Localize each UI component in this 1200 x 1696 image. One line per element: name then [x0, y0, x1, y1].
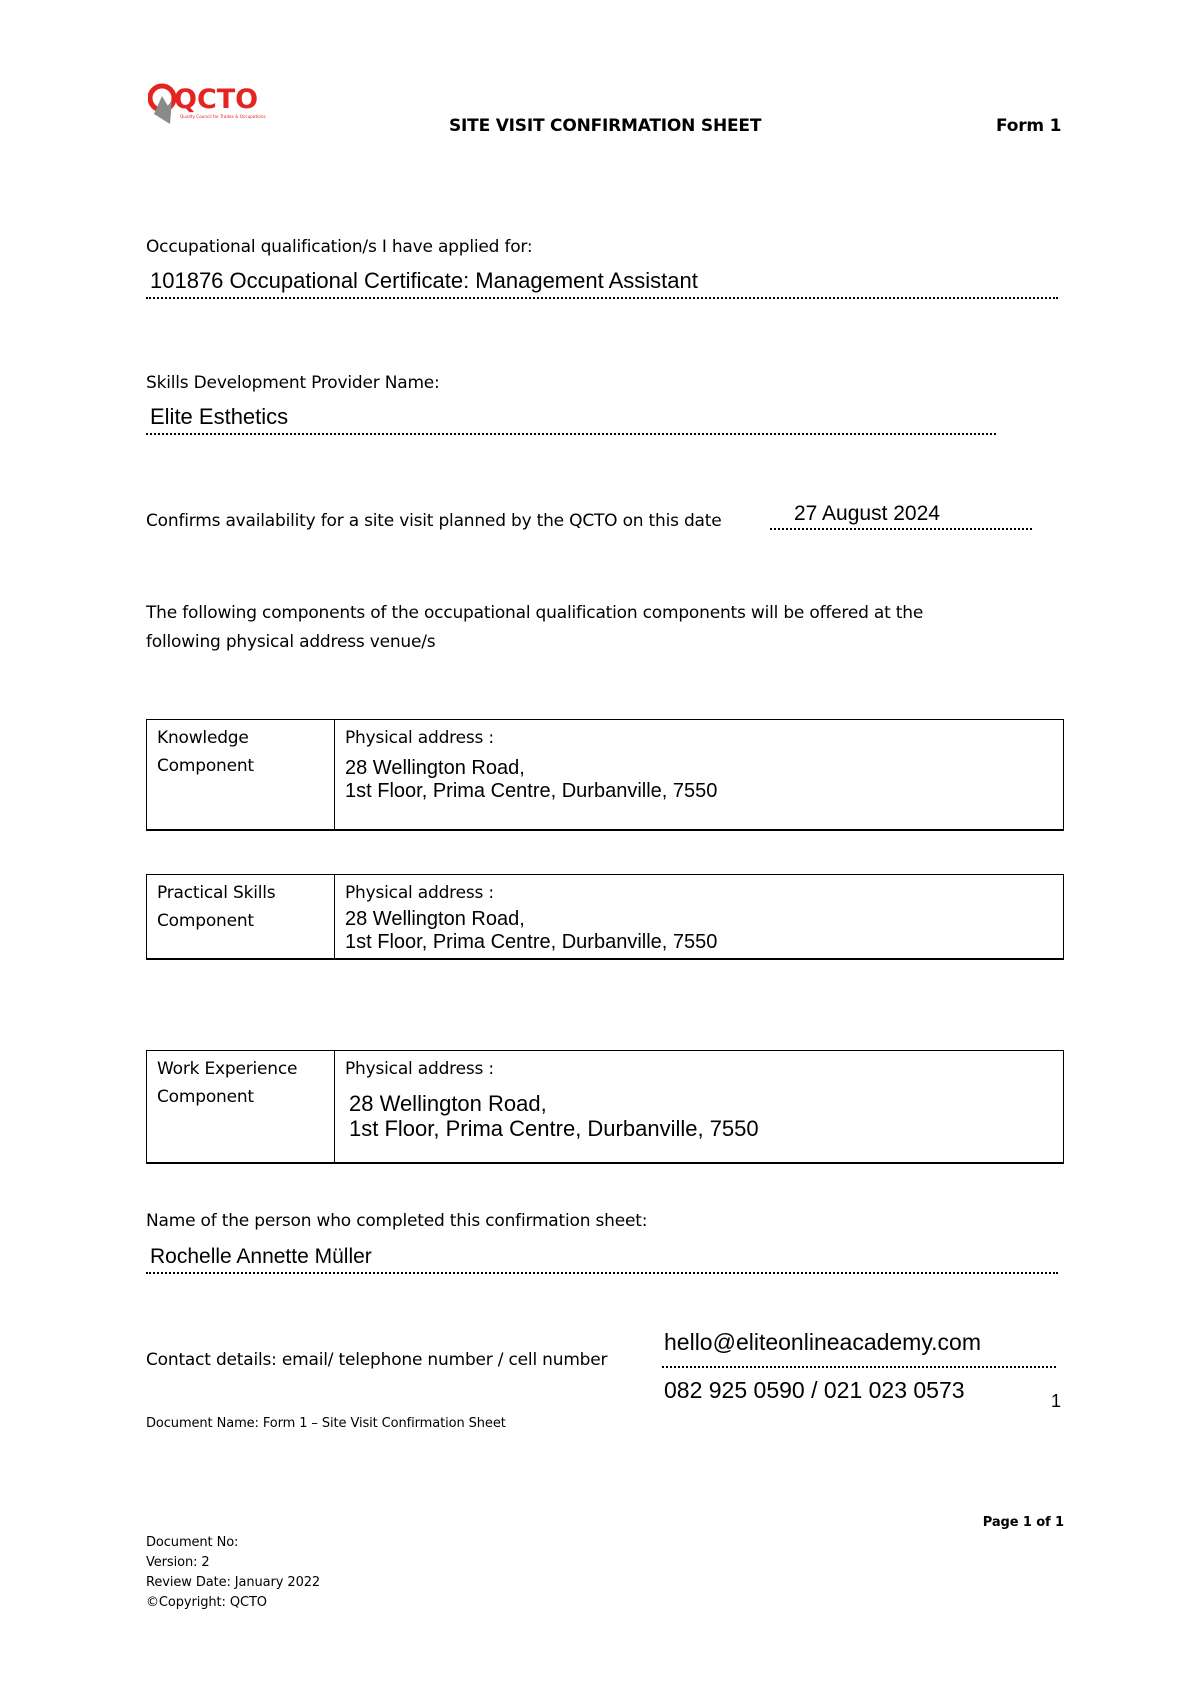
page-marker: 1 — [1051, 1391, 1062, 1411]
contact-dotted-line — [662, 1366, 1056, 1368]
provider-value: Elite Esthetics — [150, 404, 289, 429]
work-experience-component-name-line2: Component — [157, 1087, 254, 1107]
document-name: Document Name: Form 1 – Site Visit Confirmation Sheet — [146, 1416, 506, 1431]
contact-email: hello@eliteonlineacademy.com — [664, 1329, 981, 1355]
page-prefix: Page — [982, 1515, 1023, 1530]
qcto-logo — [148, 80, 278, 130]
knowledge-component-name-line2: Component — [157, 756, 254, 776]
copyright: ©Copyright: QCTO — [146, 1595, 267, 1610]
completed-by-dotted-line — [146, 1272, 1058, 1274]
visit-date: 27 August 2024 — [794, 502, 940, 525]
components-intro-line1: The following components of the occupational qualification components will be offered at the — [146, 603, 924, 623]
knowledge-address-label: Physical address : — [345, 728, 494, 748]
qualification-value: 101876 Occupational Certificate: Management Assistant — [150, 268, 698, 293]
work-experience-component-table — [146, 1050, 1064, 1164]
practical-skills-component-name-line1: Practical Skills — [157, 883, 276, 903]
knowledge-address-line1: 28 Wellington Road, — [345, 757, 525, 779]
visit-dotted-line — [770, 528, 1032, 530]
completed-by-label: Name of the person who completed this confirmation sheet: — [146, 1211, 648, 1231]
page-current: 1 — [1022, 1515, 1032, 1530]
practical-skills-component-table — [146, 874, 1064, 960]
form-number: Form 1 — [996, 116, 1062, 136]
version: Version: 2 — [146, 1555, 210, 1570]
logo-tagline: Quality Council for Trades & Occupations — [180, 114, 266, 119]
knowledge-component-name-line1: Knowledge — [157, 728, 249, 748]
provider-label: Skills Development Provider Name: — [146, 373, 440, 393]
qualification-dotted-line — [146, 297, 1058, 299]
page-title: SITE VISIT CONFIRMATION SHEET — [449, 116, 762, 136]
contact-label: Contact details: email/ telephone number / cell number — [146, 1350, 608, 1370]
provider-dotted-line — [146, 433, 996, 435]
qcto-logo-mark — [148, 80, 278, 130]
contact-phone: 082 925 0590 / 021 023 0573 — [664, 1377, 965, 1403]
logo-wordmark: QCTO — [174, 84, 259, 115]
work-experience-address-line1: 28 Wellington Road, — [349, 1091, 547, 1116]
work-experience-component-name-line1: Work Experience — [157, 1059, 298, 1079]
page-number — [983, 1515, 1064, 1530]
work-experience-address-label: Physical address : — [345, 1059, 494, 1079]
review-date: Review Date: January 2022 — [146, 1575, 321, 1590]
qualification-label: Occupational qualification/s I have applied for: — [146, 237, 533, 257]
practical-skills-address-label: Physical address : — [345, 883, 494, 903]
practical-skills-address-line2: 1st Floor, Prima Centre, Durbanville, 7550 — [345, 931, 718, 953]
document-number: Document No: — [146, 1535, 239, 1550]
practical-skills-address-line1: 28 Wellington Road, — [345, 908, 525, 930]
practical-skills-component-name-line2: Component — [157, 911, 254, 931]
work-experience-component-address — [335, 1051, 1063, 1162]
practical-skills-component-address — [335, 875, 1063, 958]
visit-label: Confirms availability for a site visit planned by the QCTO on this date — [146, 511, 722, 531]
work-experience-component-name — [147, 1051, 335, 1162]
practical-skills-component-name — [147, 875, 335, 958]
knowledge-component-name — [147, 720, 335, 829]
knowledge-component-address — [335, 720, 1063, 829]
completed-by-value: Rochelle Annette Müller — [150, 1245, 372, 1268]
work-experience-address-line2: 1st Floor, Prima Centre, Durbanville, 7550 — [349, 1116, 759, 1141]
page-of: of — [1031, 1515, 1056, 1530]
page-total: 1 — [1055, 1515, 1064, 1530]
components-intro-line2: following physical address venue/s — [146, 632, 436, 652]
knowledge-address-line2: 1st Floor, Prima Centre, Durbanville, 7550 — [345, 780, 718, 802]
knowledge-component-table — [146, 719, 1064, 831]
